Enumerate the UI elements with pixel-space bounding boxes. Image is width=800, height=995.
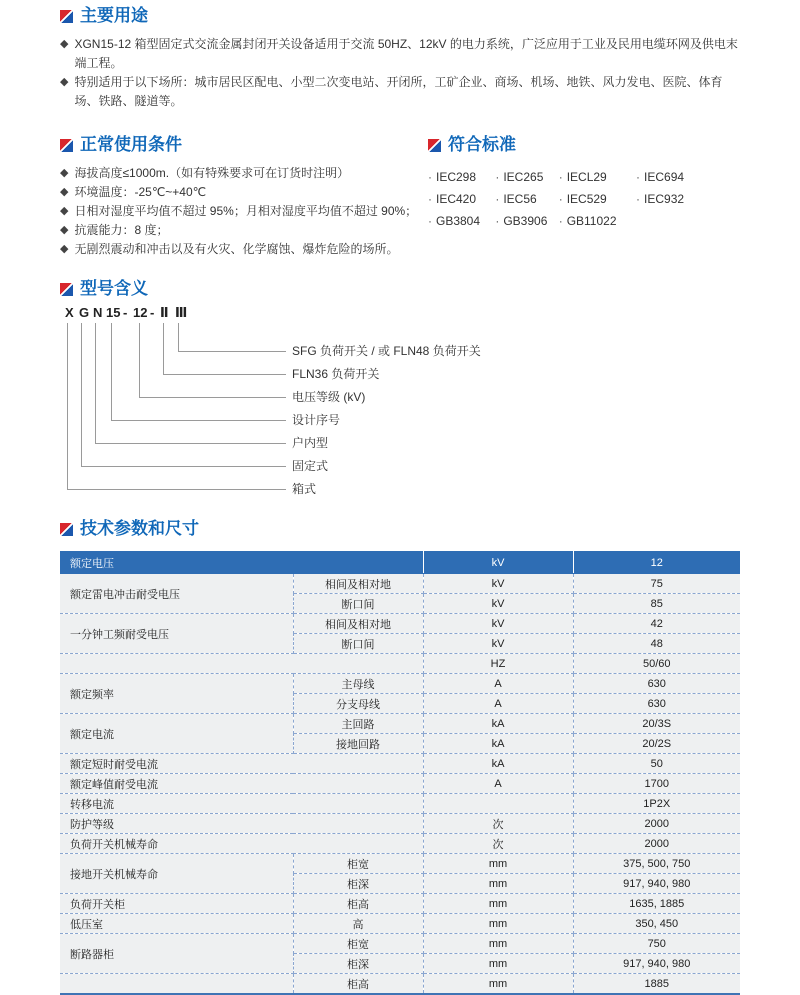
sub-cell: 柜高 <box>293 974 423 995</box>
sub-cell: 柜高 <box>293 894 423 914</box>
standard-code: IEC56 <box>503 192 537 206</box>
table-row <box>60 814 740 834</box>
standard-code: IEC420 <box>436 192 477 206</box>
list-item <box>60 183 428 202</box>
unit-cell: mm <box>423 934 573 954</box>
standard-item <box>559 166 633 188</box>
standard-code: IEC694 <box>644 170 685 184</box>
conditions-standards-row <box>60 135 740 259</box>
standard-code: IEC529 <box>566 192 607 206</box>
usage-title: 主要用途 <box>80 6 148 25</box>
usage-list <box>60 35 740 111</box>
param-cell: 负荷开关柜 <box>60 894 293 914</box>
standard-item <box>428 166 492 188</box>
table-row <box>60 614 740 634</box>
standard-code: IEC298 <box>436 170 477 184</box>
dot-bullet-icon: · <box>495 214 500 228</box>
model-code-part: X <box>65 305 74 320</box>
specs-title-row <box>60 519 740 539</box>
sub-cell: 柜宽 <box>293 854 423 874</box>
standard-code: IEC265 <box>503 170 544 184</box>
model-title: 型号含义 <box>80 279 148 298</box>
value-cell: 2000 <box>573 814 740 834</box>
value-cell: 917, 940, 980 <box>573 954 740 974</box>
value-cell: 2000 <box>573 834 740 854</box>
dot-bullet-icon: · <box>495 192 500 206</box>
model-code-part: N <box>93 305 103 320</box>
unit-cell: A <box>423 674 573 694</box>
conditions-title-row <box>60 135 428 155</box>
section-marker-icon <box>60 523 73 536</box>
diagram-connector-line <box>67 323 286 490</box>
param-cell <box>60 974 293 995</box>
sub-cell: 主回路 <box>293 714 423 734</box>
header-cell-param: 额定电压 <box>60 552 423 574</box>
value-cell: 42 <box>573 614 740 634</box>
list-item <box>60 73 740 111</box>
unit-cell: mm <box>423 874 573 894</box>
table-row <box>60 574 740 594</box>
standard-code: IEC932 <box>644 192 685 206</box>
table-row <box>60 654 740 674</box>
value-cell: 50/60 <box>573 654 740 674</box>
value-cell: 1885 <box>573 974 740 995</box>
standard-item <box>559 188 633 210</box>
value-cell: 1700 <box>573 774 740 794</box>
list-item <box>60 35 740 73</box>
unit-cell: mm <box>423 974 573 995</box>
standards-row <box>428 210 740 232</box>
standards-row <box>428 188 740 210</box>
model-title-row <box>60 279 740 299</box>
param-cell: 接地开关机械寿命 <box>60 854 293 894</box>
diamond-bullet-icon: ◆ <box>60 76 69 88</box>
value-cell: 750 <box>573 934 740 954</box>
condition-text: 抗震能力：8 度； <box>74 223 169 237</box>
model-code-part: Ⅱ <box>160 305 169 320</box>
table-row <box>60 854 740 874</box>
conditions-list <box>60 164 428 259</box>
section-marker-icon <box>428 139 441 152</box>
value-cell: 917, 940, 980 <box>573 874 740 894</box>
dot-bullet-icon: · <box>428 214 432 228</box>
unit-cell: mm <box>423 894 573 914</box>
standard-item <box>636 166 714 188</box>
diamond-bullet-icon: ◆ <box>60 38 69 50</box>
value-cell: 630 <box>573 694 740 714</box>
unit-cell: 次 <box>423 834 573 854</box>
value-cell: 350, 450 <box>573 914 740 934</box>
param-cell: 额定频率 <box>60 674 293 714</box>
unit-cell: kV <box>423 634 573 654</box>
model-label: FLN36 负荷开关 <box>292 367 380 381</box>
unit-cell: 次 <box>423 814 573 834</box>
standards-title-row <box>428 135 740 155</box>
list-item <box>60 164 428 183</box>
value-cell: 50 <box>573 754 740 774</box>
value-cell: 630 <box>573 674 740 694</box>
section-marker-icon <box>60 10 73 23</box>
unit-cell: kV <box>423 594 573 614</box>
unit-cell: kA <box>423 734 573 754</box>
specs-title: 技术参数和尺寸 <box>80 519 199 538</box>
model-code-part: G <box>79 305 90 320</box>
sub-cell: 接地回路 <box>293 734 423 754</box>
sub-cell: 分支母线 <box>293 694 423 714</box>
value-cell: 48 <box>573 634 740 654</box>
diamond-bullet-icon: ◆ <box>60 186 69 198</box>
value-cell: 1P2X <box>573 794 740 814</box>
param-cell: 转移电流 <box>60 794 423 814</box>
unit-cell: A <box>423 774 573 794</box>
unit-cell: kA <box>423 714 573 734</box>
table-row <box>60 754 740 774</box>
model-code-part: Ⅲ <box>175 305 188 320</box>
model-label: 设计序号 <box>292 413 341 427</box>
condition-text: 海拔高度≤1000m.（如有特殊要求可在订货时注明） <box>74 166 350 180</box>
sub-cell: 主母线 <box>293 674 423 694</box>
sub-cell: 断口间 <box>293 594 423 614</box>
standard-item <box>495 210 555 232</box>
standards-grid <box>428 166 740 232</box>
value-cell: 75 <box>573 574 740 594</box>
unit-cell: kV <box>423 574 573 594</box>
table-row <box>60 774 740 794</box>
standard-item <box>495 188 555 210</box>
dot-bullet-icon: · <box>558 192 563 206</box>
param-cell: 防护等级 <box>60 814 423 834</box>
unit-cell: mm <box>423 854 573 874</box>
table-row <box>60 714 740 734</box>
condition-text: 无剧烈震动和冲击以及有火灾、化学腐蚀、爆炸危险的场所。 <box>74 242 399 256</box>
unit-cell: A <box>423 694 573 714</box>
param-cell: 断路器柜 <box>60 934 293 974</box>
list-item <box>60 240 428 259</box>
param-cell: 额定短时耐受电流 <box>60 754 423 774</box>
model-label: 户内型 <box>292 436 329 450</box>
value-cell: 85 <box>573 594 740 614</box>
section-standards <box>428 135 740 259</box>
section-marker-icon <box>60 139 73 152</box>
unit-cell: mm <box>423 954 573 974</box>
sub-cell: 高 <box>293 914 423 934</box>
standard-code: IECL29 <box>566 170 607 184</box>
diamond-bullet-icon: ◆ <box>60 205 69 217</box>
table-row <box>60 834 740 854</box>
list-item <box>60 221 428 240</box>
model-code-part: - <box>123 305 128 320</box>
unit-cell: HZ <box>423 654 573 674</box>
standard-item <box>636 188 714 210</box>
table-header-row <box>60 552 740 574</box>
param-cell: 额定雷电冲击耐受电压 <box>60 574 293 614</box>
model-code-part: 12 <box>133 305 148 320</box>
section-model <box>60 279 740 505</box>
standard-code: GB11022 <box>566 214 617 228</box>
unit-cell: kV <box>423 614 573 634</box>
table-row <box>60 674 740 694</box>
standard-item <box>495 166 555 188</box>
param-cell <box>60 654 423 674</box>
usage-item-text: XGN15-12 箱型固定式交流金属封闭开关设备适用于交流 50HZ、12kV 的电力系统，广泛应用于工业及民用电缆环网及供电末端工程。 <box>74 37 738 70</box>
dot-bullet-icon: · <box>636 192 641 206</box>
table-row <box>60 914 740 934</box>
table-row <box>60 934 740 954</box>
dot-bullet-icon: · <box>428 192 432 206</box>
standard-code: GB3804 <box>436 214 481 228</box>
unit-cell: mm <box>423 914 573 934</box>
dot-bullet-icon: · <box>636 170 641 184</box>
value-cell: 1635, 1885 <box>573 894 740 914</box>
unit-cell: kA <box>423 754 573 774</box>
diamond-bullet-icon: ◆ <box>60 224 69 236</box>
sub-cell: 相间及相对地 <box>293 614 423 634</box>
standard-item <box>559 210 633 232</box>
standard-code: GB3906 <box>503 214 548 228</box>
dot-bullet-icon: · <box>495 170 500 184</box>
condition-text: 日相对湿度平均值不超过 95%；月相对湿度平均值不超过 90%； <box>74 204 418 218</box>
table-row <box>60 894 740 914</box>
sub-cell: 相间及相对地 <box>293 574 423 594</box>
param-cell: 一分钟工频耐受电压 <box>60 614 293 654</box>
sub-cell: 柜深 <box>293 874 423 894</box>
value-cell: 20/3S <box>573 714 740 734</box>
model-label: 固定式 <box>292 459 329 473</box>
dot-bullet-icon: · <box>428 170 432 184</box>
specs-table <box>60 551 740 995</box>
unit-cell <box>423 794 573 814</box>
table-row <box>60 794 740 814</box>
diamond-bullet-icon: ◆ <box>60 243 69 255</box>
usage-title-row <box>60 6 740 26</box>
list-item <box>60 202 428 221</box>
standards-title: 符合标准 <box>448 135 516 154</box>
model-label: 电压等级 (kV) <box>292 390 366 404</box>
sub-cell: 断口间 <box>293 634 423 654</box>
sub-cell: 柜宽 <box>293 934 423 954</box>
section-usage <box>60 6 740 111</box>
model-label: 箱式 <box>292 482 317 496</box>
section-specs <box>60 519 740 995</box>
model-label: SFG 负荷开关 / 或 FLN48 负荷开关 <box>292 344 481 358</box>
value-cell: 375, 500, 750 <box>573 854 740 874</box>
dot-bullet-icon: · <box>558 170 563 184</box>
condition-text: 环境温度：-25℃~+40℃ <box>74 185 207 199</box>
param-cell: 额定峰值耐受电流 <box>60 774 423 794</box>
usage-item-text: 特别适用于以下场所：城市居民区配电、小型二次变电站、开闭所，工矿企业、商场、机场、地铁、风力发电、医院、体育场、铁路、隧道等。 <box>74 75 723 108</box>
model-code-part: - <box>150 305 155 320</box>
param-cell: 低压室 <box>60 914 293 934</box>
standard-item <box>428 188 492 210</box>
model-code-part: 15 <box>106 305 121 320</box>
section-marker-icon <box>60 283 73 296</box>
model-diagram <box>60 305 740 505</box>
value-cell: 20/2S <box>573 734 740 754</box>
sub-cell: 柜深 <box>293 954 423 974</box>
conditions-title: 正常使用条件 <box>80 135 182 154</box>
section-conditions <box>60 135 428 259</box>
standards-row <box>428 166 740 188</box>
param-cell: 负荷开关机械寿命 <box>60 834 423 854</box>
dot-bullet-icon: · <box>558 214 563 228</box>
standard-item <box>428 210 492 232</box>
header-cell-value: 12 <box>573 552 740 574</box>
param-cell: 额定电流 <box>60 714 293 754</box>
table-row <box>60 974 740 995</box>
diamond-bullet-icon: ◆ <box>60 167 69 179</box>
header-cell-unit: kV <box>423 552 573 574</box>
